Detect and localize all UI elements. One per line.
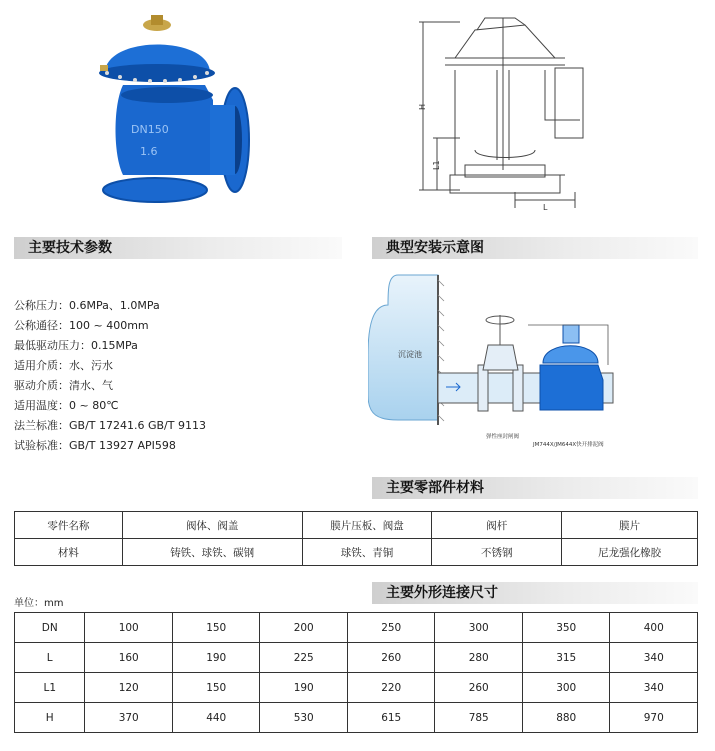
table-cell: L (15, 643, 85, 673)
dim-label-h: H (418, 103, 427, 110)
table-cell: 370 (85, 703, 173, 733)
table-cell: 530 (260, 703, 348, 733)
table-cell: 零件名称 (15, 512, 123, 539)
table-row (15, 613, 698, 643)
dim-label-l: L (543, 203, 548, 212)
gate-valve-label: 弹性座封闸阀 (486, 434, 520, 440)
table-cell: 785 (435, 703, 523, 733)
table-row (15, 643, 698, 673)
body-marking-dn: DN150 (131, 123, 169, 136)
section-materials-title: 主要零部件材料 (372, 477, 698, 499)
table-cell: 300 (522, 673, 610, 703)
dimensions-table (14, 612, 698, 733)
section-specs-title: 主要技术参数 (14, 237, 342, 259)
table-cell: 120 (85, 673, 173, 703)
table-cell: 膜片 (562, 512, 698, 539)
table-cell: 315 (522, 643, 610, 673)
table-row (15, 673, 698, 703)
table-cell: 尼龙强化橡胶 (562, 539, 698, 566)
spec-line: 适用介质：水、污水 (14, 359, 113, 372)
table-cell: 150 (172, 673, 260, 703)
drain-valve-label: JM744X/JM644X快开排泥阀 (533, 442, 604, 448)
table-cell: 880 (522, 703, 610, 733)
table-row (15, 539, 698, 566)
spec-line: 公称压力：0.6MPa、1.0MPa (14, 299, 160, 312)
table-row (15, 703, 698, 733)
table-cell: 970 (610, 703, 698, 733)
table-cell: L1 (15, 673, 85, 703)
table-cell: 160 (85, 643, 173, 673)
table-cell: 膜片压板、阀盘 (302, 512, 432, 539)
table-cell: 280 (435, 643, 523, 673)
tank-label: 沉淀池 (398, 350, 422, 359)
table-cell: 440 (172, 703, 260, 733)
section-install-title: 典型安装示意图 (372, 237, 698, 259)
table-cell: DN (15, 613, 85, 643)
table-cell: 球铁、青铜 (302, 539, 432, 566)
spec-line: 法兰标准：GB/T 17241.6 GB/T 9113 (14, 419, 206, 432)
body-marking-pn: 1.6 (140, 145, 158, 158)
spec-line: 驱动介质：清水、气 (14, 379, 113, 392)
table-cell: 150 (172, 613, 260, 643)
dim-label-l1: L1 (432, 160, 441, 170)
product-photo (95, 5, 255, 205)
technical-drawing (415, 10, 595, 220)
table-cell: 190 (172, 643, 260, 673)
table-cell: 225 (260, 643, 348, 673)
table-cell: 250 (347, 613, 435, 643)
table-cell: 100 (85, 613, 173, 643)
spec-line: 最低驱动压力：0.15MPa (14, 339, 138, 352)
table-cell: 铸铁、球铁、碳钢 (122, 539, 302, 566)
spec-line: 适用温度：0 ~ 80℃ (14, 399, 119, 412)
table-cell: 不锈钢 (432, 539, 562, 566)
spec-line: 试验标准：GB/T 13927 API598 (14, 439, 176, 452)
table-cell: 200 (260, 613, 348, 643)
table-cell: 340 (610, 643, 698, 673)
table-cell: H (15, 703, 85, 733)
table-cell: 阀杆 (432, 512, 562, 539)
table-cell: 300 (435, 613, 523, 643)
table-cell: 340 (610, 673, 698, 703)
installation-diagram (368, 265, 618, 455)
table-cell: 220 (347, 673, 435, 703)
table-cell: 阀体、阀盖 (122, 512, 302, 539)
section-dimensions-title: 主要外形连接尺寸 (372, 582, 698, 604)
table-cell: 260 (347, 643, 435, 673)
table-cell: 材料 (15, 539, 123, 566)
table-cell: 190 (260, 673, 348, 703)
unit-label: 单位：mm (14, 598, 64, 609)
table-cell: 400 (610, 613, 698, 643)
table-row (15, 512, 698, 539)
table-cell: 350 (522, 613, 610, 643)
table-cell: 260 (435, 673, 523, 703)
specs-list (14, 296, 206, 456)
spec-line: 公称通径：100 ~ 400mm (14, 319, 149, 332)
table-cell: 615 (347, 703, 435, 733)
materials-table (14, 511, 698, 566)
